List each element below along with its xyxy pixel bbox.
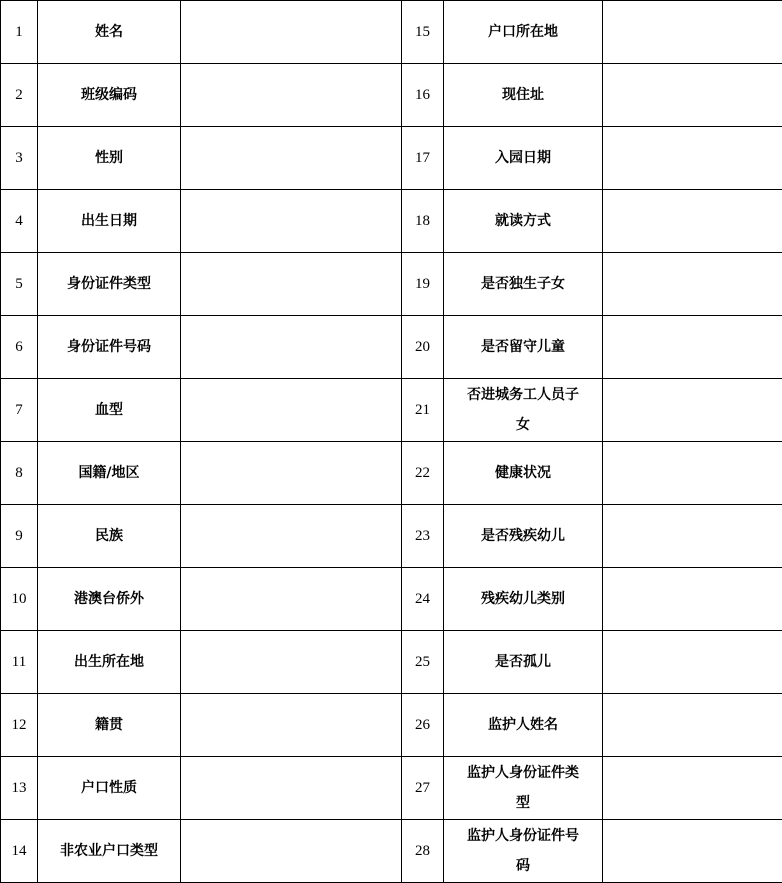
field-number: 9: [1, 505, 38, 568]
field-number: 16: [402, 64, 444, 127]
table-row: [1, 694, 782, 757]
table-row: [1, 253, 782, 316]
field-label-text: 健康状况: [495, 458, 551, 488]
field-value-cell[interactable]: [181, 757, 402, 820]
field-label: [38, 820, 181, 883]
field-value-cell[interactable]: [603, 1, 782, 64]
field-number: 8: [1, 442, 38, 505]
field-label-text: 就读方式: [495, 206, 551, 236]
field-value-cell[interactable]: [603, 694, 782, 757]
field-label: [444, 127, 603, 190]
field-label-text: 籍贯: [95, 710, 123, 740]
field-label-text: 身份证件类型: [67, 269, 151, 299]
field-number: 19: [402, 253, 444, 316]
field-label-text: 户口性质: [81, 773, 137, 803]
table-row: [1, 820, 782, 883]
field-label-text: 港澳台侨外: [74, 584, 144, 614]
field-label-text: 监护人身份证件号码: [464, 821, 582, 881]
field-number: 21: [402, 379, 444, 442]
field-number: 11: [1, 631, 38, 694]
field-label-text: 身份证件号码: [67, 332, 151, 362]
field-number: 20: [402, 316, 444, 379]
field-value-cell[interactable]: [603, 190, 782, 253]
field-label-text: 性别: [95, 143, 123, 173]
field-number: 7: [1, 379, 38, 442]
field-label-text: 非农业户口类型: [60, 836, 158, 866]
form-body: [1, 1, 782, 883]
field-value-cell[interactable]: [603, 316, 782, 379]
table-row: [1, 127, 782, 190]
field-value-cell[interactable]: [603, 379, 782, 442]
field-label: [444, 568, 603, 631]
field-value-cell[interactable]: [603, 820, 782, 883]
field-label: [38, 316, 181, 379]
field-number: 4: [1, 190, 38, 253]
field-label: [444, 379, 603, 442]
field-label-text: 监护人身份证件类型: [464, 758, 582, 818]
field-value-cell[interactable]: [603, 64, 782, 127]
field-label-text: 入园日期: [495, 143, 551, 173]
field-value-cell[interactable]: [181, 694, 402, 757]
field-value-cell[interactable]: [603, 631, 782, 694]
field-value-cell[interactable]: [181, 631, 402, 694]
field-number: 14: [1, 820, 38, 883]
field-label: [38, 505, 181, 568]
field-label: [444, 631, 603, 694]
field-label: [444, 442, 603, 505]
field-label-text: 班级编码: [81, 80, 137, 110]
field-number: 15: [402, 1, 444, 64]
field-value-cell[interactable]: [181, 190, 402, 253]
field-label: [38, 64, 181, 127]
field-value-cell[interactable]: [181, 64, 402, 127]
table-row: [1, 757, 782, 820]
field-value-cell[interactable]: [603, 757, 782, 820]
field-label: [38, 379, 181, 442]
field-number: 10: [1, 568, 38, 631]
field-label: [444, 253, 603, 316]
field-label-text: 民族: [95, 521, 123, 551]
table-row: [1, 64, 782, 127]
field-number: 22: [402, 442, 444, 505]
field-number: 2: [1, 64, 38, 127]
field-label-text: 姓名: [95, 17, 123, 47]
field-label-text: 是否孤儿: [495, 647, 551, 677]
field-value-cell[interactable]: [181, 568, 402, 631]
table-row: [1, 568, 782, 631]
field-label-text: 是否独生子女: [481, 269, 565, 299]
field-number: 24: [402, 568, 444, 631]
field-label: [38, 127, 181, 190]
field-label-text: 否进城务工人员子女: [464, 380, 582, 440]
field-label-text: 是否残疾幼儿: [481, 521, 565, 551]
table-row: [1, 631, 782, 694]
field-label-text: 出生日期: [81, 206, 137, 236]
field-number: 28: [402, 820, 444, 883]
field-value-cell[interactable]: [181, 253, 402, 316]
field-value-cell[interactable]: [603, 253, 782, 316]
field-label: [38, 757, 181, 820]
table-row: [1, 442, 782, 505]
field-label-text: 残疾幼儿类别: [481, 584, 565, 614]
field-number: 27: [402, 757, 444, 820]
table-row: [1, 1, 782, 64]
field-label: [444, 757, 603, 820]
field-value-cell[interactable]: [181, 127, 402, 190]
field-number: 5: [1, 253, 38, 316]
field-label: [38, 568, 181, 631]
field-value-cell[interactable]: [181, 1, 402, 64]
field-number: 3: [1, 127, 38, 190]
field-label: [38, 631, 181, 694]
field-label: [444, 190, 603, 253]
field-label: [38, 442, 181, 505]
field-label-text: 血型: [95, 395, 123, 425]
field-label-text: 现住址: [502, 80, 544, 110]
field-label: [38, 694, 181, 757]
field-value-cell[interactable]: [181, 379, 402, 442]
field-label: [444, 505, 603, 568]
field-value-cell[interactable]: [181, 316, 402, 379]
field-label: [38, 190, 181, 253]
field-value-cell[interactable]: [603, 505, 782, 568]
field-value-cell[interactable]: [603, 442, 782, 505]
field-label-text: 户口所在地: [488, 17, 558, 47]
field-value-cell[interactable]: [181, 820, 402, 883]
field-number: 17: [402, 127, 444, 190]
field-label: [444, 64, 603, 127]
field-label: [444, 820, 603, 883]
field-label-text: 出生所在地: [74, 647, 144, 677]
field-number: 26: [402, 694, 444, 757]
field-label: [444, 694, 603, 757]
field-number: 1: [1, 1, 38, 64]
table-row: [1, 316, 782, 379]
field-value-cell[interactable]: [181, 505, 402, 568]
field-value-cell[interactable]: [181, 442, 402, 505]
field-label: [444, 1, 603, 64]
table-row: [1, 379, 782, 442]
field-number: 13: [1, 757, 38, 820]
field-label-text: 监护人姓名: [488, 710, 558, 740]
field-number: 12: [1, 694, 38, 757]
field-label: [38, 1, 181, 64]
field-number: 18: [402, 190, 444, 253]
field-number: 25: [402, 631, 444, 694]
field-value-cell[interactable]: [603, 568, 782, 631]
field-label-text: 国籍/地区: [78, 458, 139, 488]
table-row: [1, 190, 782, 253]
field-label: [444, 316, 603, 379]
field-value-cell[interactable]: [603, 127, 782, 190]
field-number: 23: [402, 505, 444, 568]
field-number: 6: [1, 316, 38, 379]
field-label-text: 是否留守儿童: [481, 332, 565, 362]
table-row: [1, 505, 782, 568]
field-label: [38, 253, 181, 316]
